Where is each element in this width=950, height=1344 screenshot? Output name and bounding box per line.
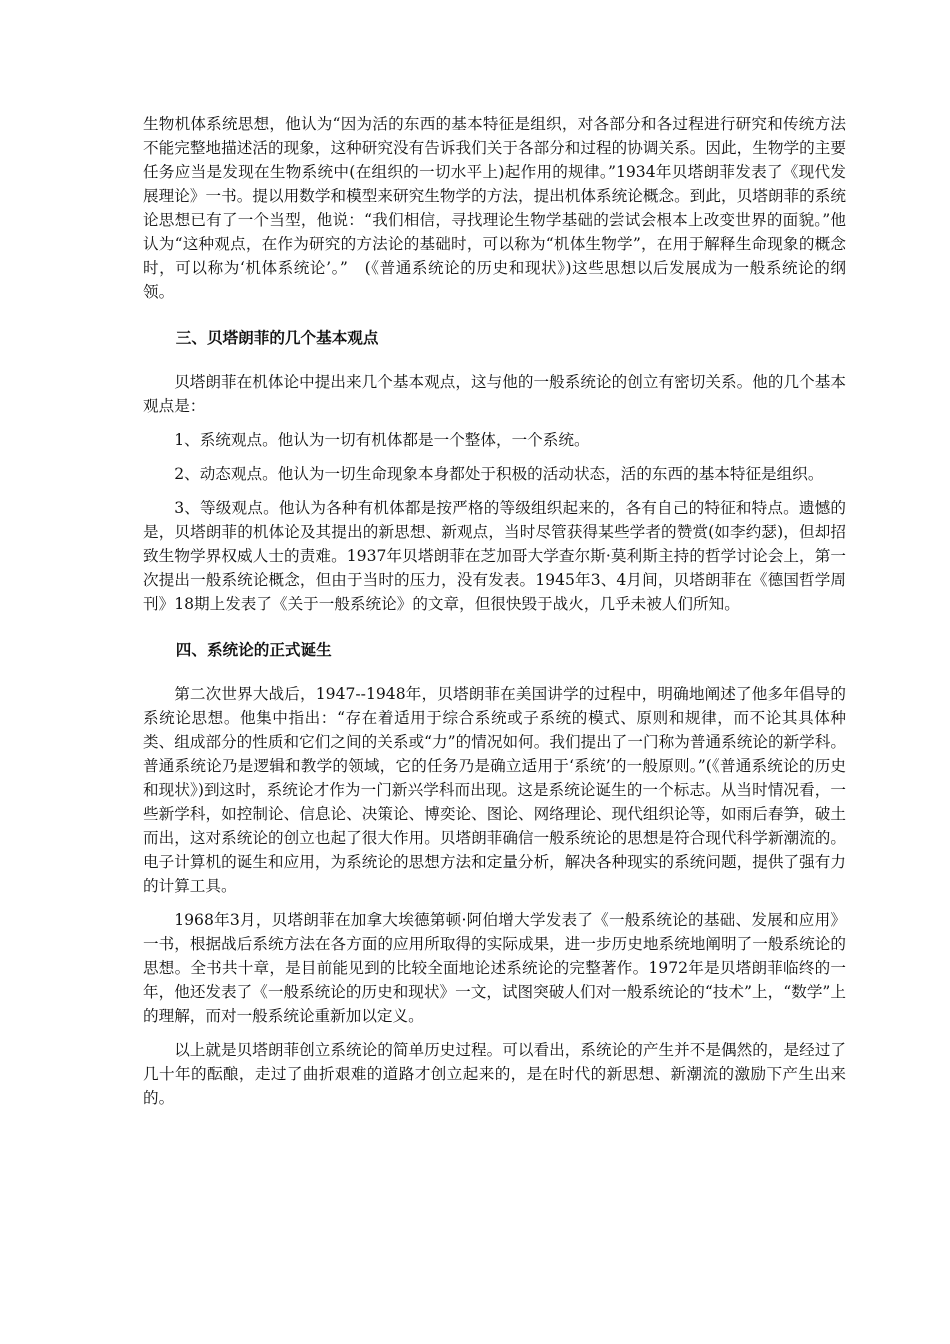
section-heading-basic-viewpoints: 三、贝塔朗菲的几个基本观点 (175, 329, 379, 347)
section4-paragraph-3: 以上就是贝塔朗菲创立系统论的简单历史过程。可以看出，系统论的产生并不是偶然的，是经过了几十年的酝酿，走过了曲折艰难的道路才创立起来的，是在时代的新思想、新潮流的激励下产生出来的。 (143, 1041, 846, 1107)
document-page (143, 112, 846, 1110)
section4-paragraph-2: 1968年3月，贝塔朗菲在加拿大埃德第顿·阿伯增大学发表了《一般系统论的基础、发展和应用》一书，根据战后系统方法在各方面的应用所取得的实际成果，进一步历史地系统地阐明了一般系统论的思想。全书共十章，是目前能见到的比较全面地论述系统论的完整著作。1972年是贝塔朗菲临终的一年，他还发表了《一般系统论的历史和现状》一文，试图突破人们对一般系统论的“技术”上，“数学”上的理解，而对一般系统论重新加以定义。 (143, 911, 846, 1025)
section3-paragraph-2: 1、系统观点。他认为一切有机体都是一个整体，一个系统。 (174, 431, 590, 449)
section3-paragraph-1: 贝塔朗菲在机体论中提出来几个基本观点，这与他的一般系统论的创立有密切关系。他的几个基本观点是： (143, 373, 846, 415)
intro-paragraph: 生物机体系统思想，他认为“因为活的东西的基本特征是组织，对各部分和各过程进行研究和传统方法不能完整地描述活的现象，这种研究没有告诉我们关于各部分和过程的协调关系。因此，生物学的主要任务应当是发现在生物系统中(在组织的一切水平上)起作用的规律。”1934年贝塔朗菲发表了《现代发展理论》一书。提以用数学和模型来研究生物学的方法，提出机体系统论概念。到此，贝塔朗菲的系统论思想已有了一个当型，他说：“我们相信，寻找理论生物学基础的尝试会根本上改变世界的面貌。”他认为“这种观点，在作为研究的方法论的基础时，可以称为“机体生物学”，在用于解释生命现象的概念时，可以称为‘机体系统论’。” (《普通系统论的历史和现状》)这些思想以后发展成为一般系统论的纲领。 (143, 115, 846, 301)
section3-paragraph-3: 2、动态观点。他认为一切生命现象本身都处于积极的活动状态，活的东西的基本特征是组织。 (174, 465, 824, 483)
section4-paragraph-1: 第二次世界大战后，1947--1948年，贝塔朗菲在美国讲学的过程中，明确地阐述了他多年倡导的系统论思想。他集中指出：“存在着适用于综合系统或子系统的模式、原则和规律，而不论其具体种类、组成部分的性质和它们之间的关系或“力”的情况如何。我们提出了一门称为普通系统论的新学科。普通系统论乃是逻辑和教学的领域，它的任务乃是确立适用于‘系统’的一般原则。”(《普通系统论的历史和现状》)到这时，系统论才作为一门新兴学科而出现。这是系统论诞生的一个标志。从当时情况看，一些新学科，如控制论、信息论、决策论、博奕论、图论、网络理论、现代组织论等，如雨后春笋，破土而出，这对系统论的创立也起了很大作用。贝塔朗菲确信一般系统论的思想是符合现代科学新潮流的。电子计算机的诞生和应用，为系统论的思想方法和定量分析，解决各种现实的系统问题，提供了强有力的计算工具。 (143, 685, 846, 895)
section3-paragraph-4: 3、等级观点。他认为各种有机体都是按严格的等级组织起来的，各有自己的特征和特点。遗憾的是，贝塔朗菲的机体论及其提出的新思想、新观点，当时尽管获得某些学者的赞赏(如李约瑟)，但却招致生物学界权威人士的责难。1937年贝塔朗菲在芝加哥大学查尔斯·莫利斯主持的哲学讨论会上，第一次提出一般系统论概念，但由于当时的压力，没有发表。1945年3、4月间，贝塔朗菲在《德国哲学周刊》18期上发表了《关于一般系统论》的文章，但很快毁于战火，几乎未被人们所知。 (143, 499, 846, 613)
section-heading-formal-birth: 四、系统论的正式诞生 (175, 641, 332, 659)
